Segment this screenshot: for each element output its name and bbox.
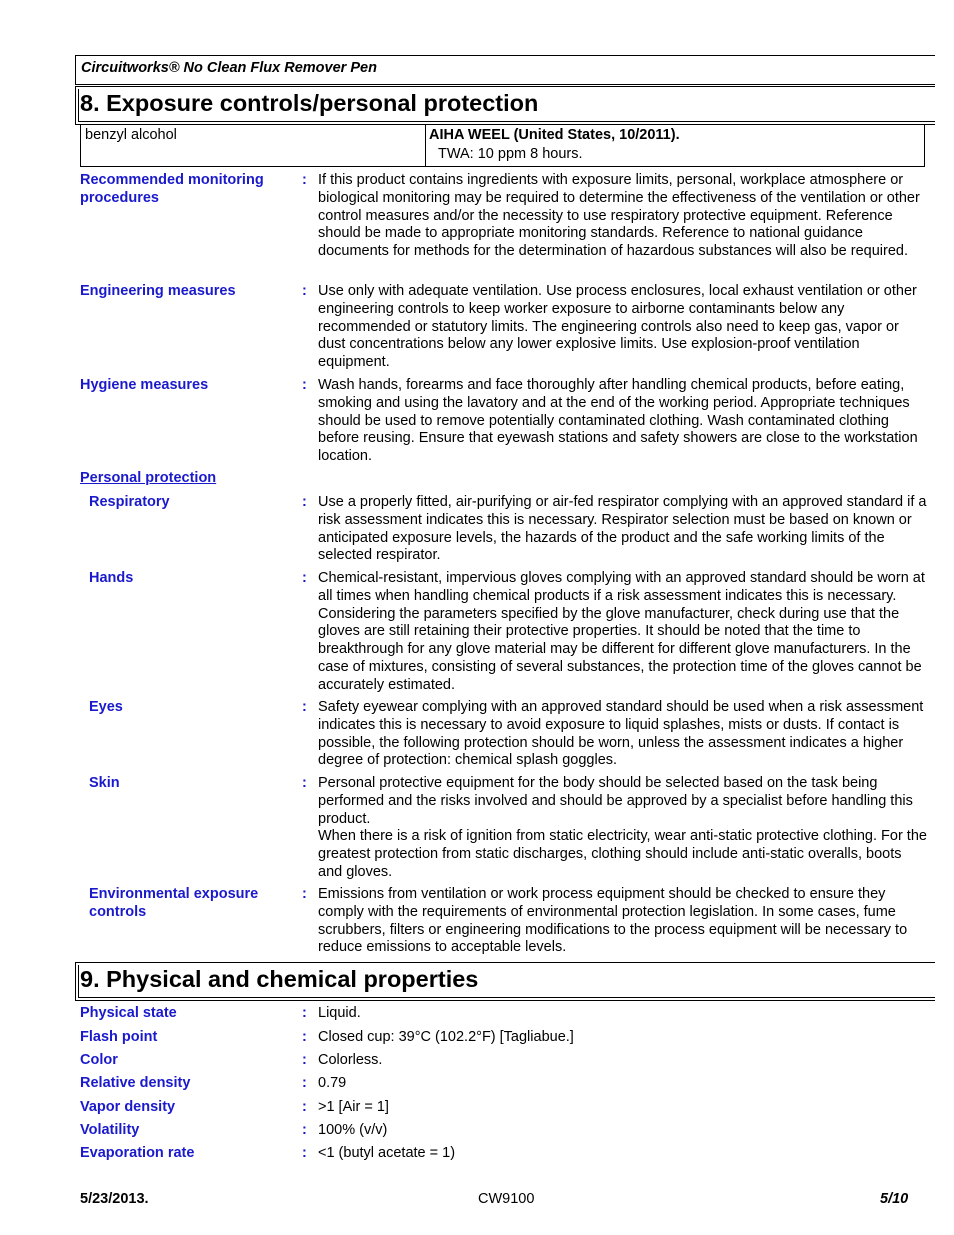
footer-date: 5/23/2013.: [80, 1191, 149, 1207]
eyes-text: Safety eyewear complying with an approved standard should be used when a risk assessment indicates this is necessary to avoid exposure to liquid splashes, mists or dusts. If contact is possible, the following protection should be worn, unless the assessment indicates a higher degree of protection: chemical splash goggles.: [318, 699, 924, 769]
hands-text: Chemical-resistant, impervious gloves complying with an approved standard should be worn at all times when handling chemical products if a risk assessment indicates this is necessary. Considering the parameters specified by the glove manufacturer, check during use that the gloves are still retaining their protective properties. It should be noted that the time to breakthrough for any glove material may be different for different glove manufacturers. In the case of mixtures, consisting of several substances, the protection time of the gloves cannot be accurately estimated.: [318, 570, 925, 693]
colon: :: [302, 494, 307, 510]
property-value: <1 (butyl acetate = 1): [318, 1145, 456, 1161]
property-label: Relative density: [80, 1075, 191, 1091]
hands-label: Hands: [89, 570, 134, 586]
section-8-heading: [75, 86, 935, 125]
property-value: 100% (v/v): [318, 1122, 388, 1138]
eyes-label: Eyes: [89, 699, 123, 715]
section-8-title: 8. Exposure controls/personal protection: [80, 90, 539, 116]
exposure-limit-table: [80, 124, 925, 167]
respiratory-text: Use a properly fitted, air-purifying or air-fed respirator complying with an approved standard if a risk assessment indicates this is necessary. Respirator selection must be based on known or anticipated exposure levels, the hazards of the product and the safe working limits of the selected respirator.: [318, 494, 927, 564]
property-value: Liquid.: [318, 1005, 361, 1021]
ingredient-name: benzyl alcohol: [85, 127, 177, 143]
section-9-heading: [75, 962, 935, 1001]
table-divider: [425, 125, 426, 166]
property-value: Colorless.: [318, 1052, 383, 1068]
colon: :: [302, 1075, 307, 1091]
colon: :: [302, 570, 307, 586]
skin-label: Skin: [89, 775, 120, 791]
colon: :: [302, 1052, 307, 1068]
section-9-title: 9. Physical and chemical properties: [80, 966, 479, 992]
colon: :: [302, 1099, 307, 1115]
recommended-monitoring-text: If this product contains ingredients with exposure limits, personal, workplace atmosphere or biological monitoring may be required to determine the effectiveness of the ventilation or other control measures and/or the necessity to use respiratory protective equipment. Reference should be made to appropriate monitoring standards. Reference to national guidance documents for methods for the determination of hazardous substances will also be required.: [318, 172, 920, 260]
hygiene-measures-text: Wash hands, forearms and face thoroughly after handling chemical products, before eating, smoking and using the lavatory and at the end of the working period. Appropriate techniques should be used to remove potentially contaminated clothing. Wash contaminated clothing before reusing. Ensure that eyewash stations and safety showers are close to the workstation location.: [318, 377, 918, 465]
limit-value: TWA: 10 ppm 8 hours.: [438, 146, 583, 162]
colon: :: [302, 1005, 307, 1021]
property-value: Closed cup: 39°C (102.2°F) [Tagliabue.]: [318, 1029, 574, 1045]
skin-text-paragraph-1: Personal protective equipment for the body should be selected based on the task being performed and the risks involved and should be approved by a specialist before handling this product.: [318, 775, 913, 827]
respiratory-label: Respiratory: [89, 494, 170, 510]
property-value: >1 [Air = 1]: [318, 1099, 389, 1115]
property-label: Volatility: [80, 1122, 140, 1138]
personal-protection-heading: Personal protection: [80, 470, 217, 486]
environmental-exposure-label: Environmental exposure controls: [89, 886, 259, 920]
colon: :: [302, 377, 307, 393]
limit-source: AIHA WEEL (United States, 10/2011).: [429, 127, 680, 143]
recommended-monitoring-label: Recommended monitoring procedures: [80, 172, 264, 206]
environmental-exposure-text: Emissions from ventilation or work process equipment should be checked to ensure they comply with the requirements of environmental protection legislation. In some cases, fume scrubbers, filters or engineering modifications to the process equipment will be necessary to reduce emissions to acceptable levels.: [318, 886, 908, 956]
colon: :: [302, 1029, 307, 1045]
footer-product-code: CW9100: [478, 1191, 535, 1207]
property-label: Color: [80, 1052, 118, 1068]
property-value: 0.79: [318, 1075, 347, 1091]
colon: :: [302, 775, 307, 791]
footer-page-number: 5/10: [880, 1191, 909, 1207]
hygiene-measures-label: Hygiene measures: [80, 377, 209, 393]
engineering-measures-label: Engineering measures: [80, 283, 236, 299]
skin-text-paragraph-2: When there is a risk of ignition from static electricity, wear anti-static protective clothing. For the greatest protection from static discharges, clothing should include anti-static overalls, boots and gloves.: [318, 828, 927, 880]
colon: :: [302, 699, 307, 715]
property-label: Vapor density: [80, 1099, 176, 1115]
colon: :: [302, 886, 307, 902]
engineering-measures-text: Use only with adequate ventilation. Use process enclosures, local exhaust ventilation or other engineering controls to keep worker exposure to airborne contaminants below any recommended or statutory limits. The engineering controls also need to keep gas, vapor or dust concentrations below any lower explosive limits. Use explosion-proof ventilation equipment.: [318, 283, 917, 371]
colon: :: [302, 1122, 307, 1138]
colon: :: [302, 1145, 307, 1161]
property-label: Flash point: [80, 1029, 158, 1045]
property-label: Evaporation rate: [80, 1145, 195, 1161]
product-name-header: Circuitworks® No Clean Flux Remover Pen: [75, 55, 935, 85]
colon: :: [302, 172, 307, 188]
skin-text: [318, 775, 928, 882]
colon: :: [302, 283, 307, 299]
property-label: Physical state: [80, 1005, 177, 1021]
